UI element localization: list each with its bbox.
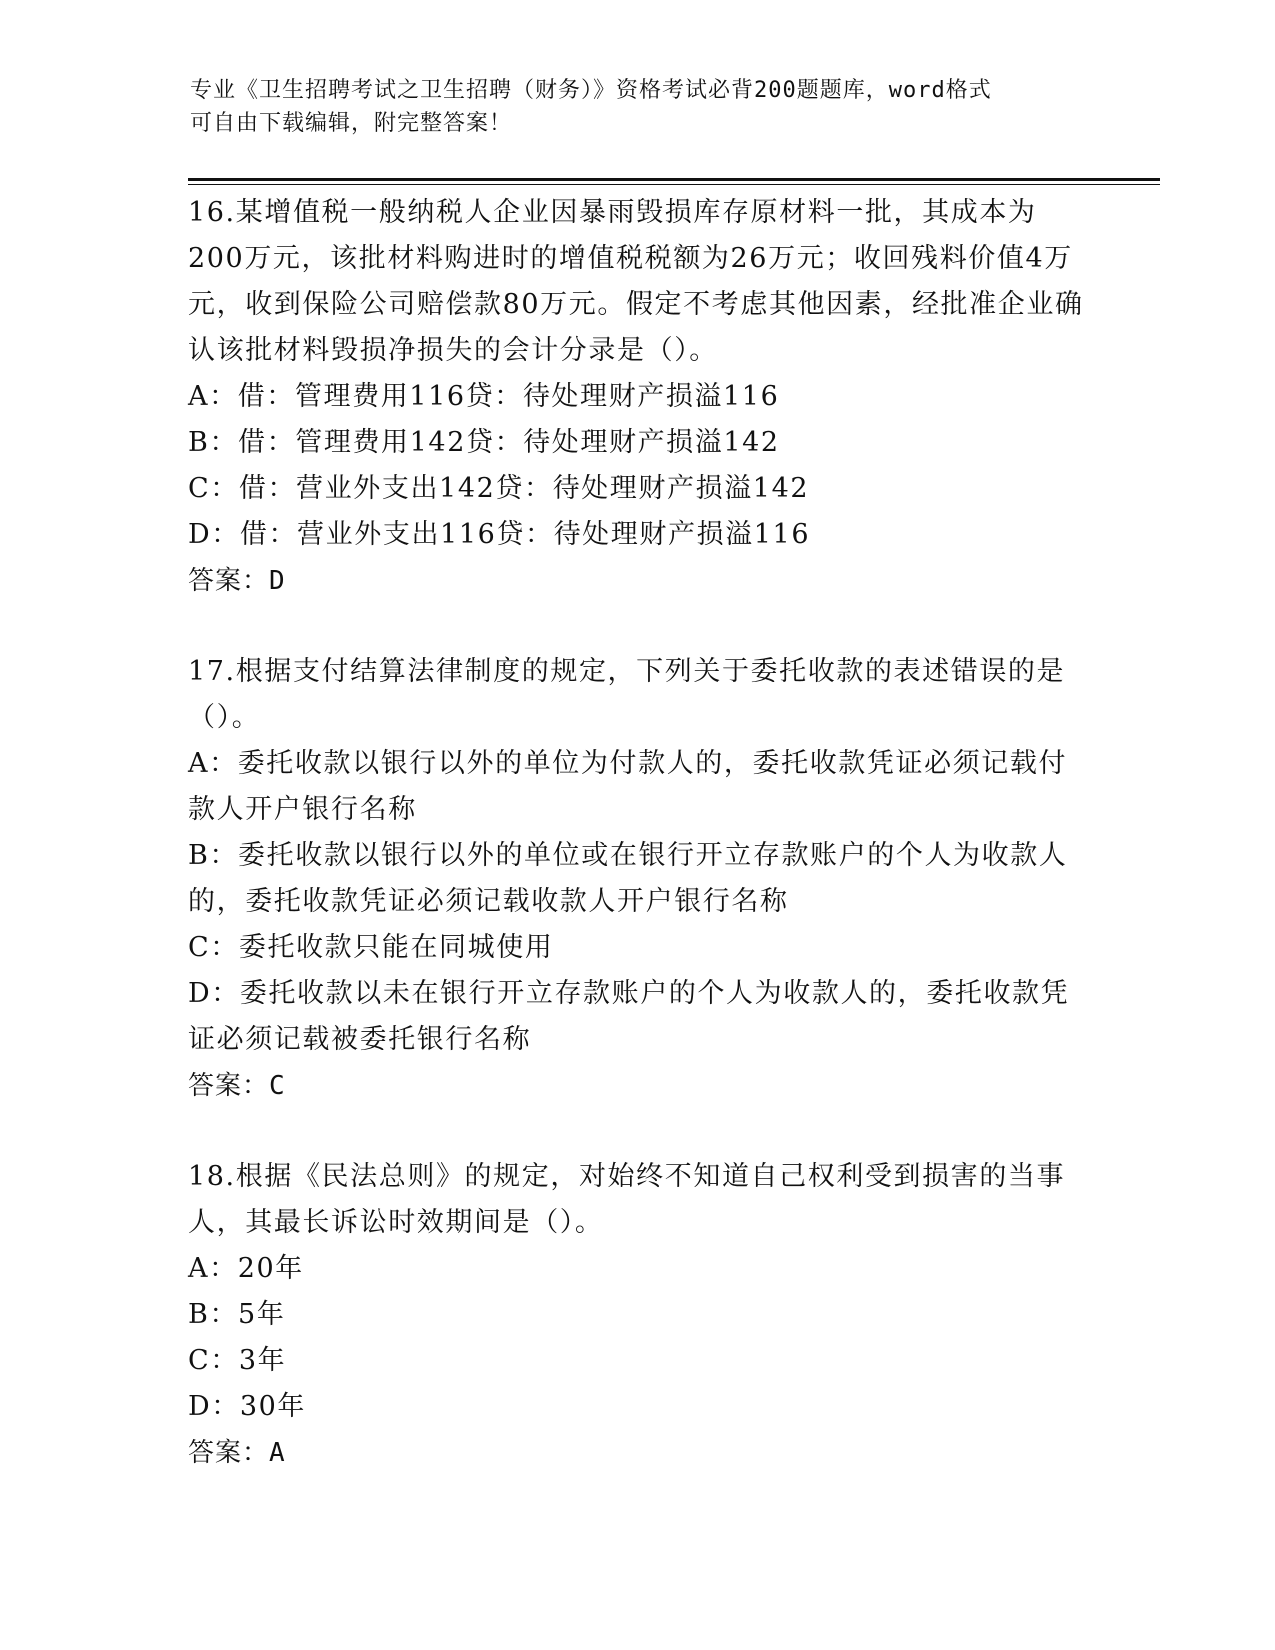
- option-a: A：委托收款以银行以外的单位为付款人的，委托收款凭证必须记载付款人开户银行名称: [188, 748, 1068, 825]
- option-c: C：借：营业外支出142贷：待处理财产损溢142: [188, 473, 810, 504]
- option-d: D：30年: [188, 1391, 307, 1422]
- question-17: [188, 649, 1088, 1109]
- question-stem: 17.根据支付结算法律制度的规定，下列关于委托收款的表述错误的是（）。: [188, 656, 1066, 733]
- option-d: D：委托收款以未在银行开立存款账户的个人为收款人的，委托收款凭证必须记载被委托银行名称: [188, 978, 1070, 1055]
- option-b: B：委托收款以银行以外的单位或在银行开立存款账户的个人为收款人的，委托收款凭证必须记载收款人开户银行名称: [188, 840, 1068, 917]
- answer-label: 答案：A: [188, 1438, 286, 1468]
- question-stem: 16.某增值税一般纳税人企业因暴雨毁损库存原材料一批，其成本为200万元，该批材料购进时的增值税税额为26万元；收回残料价值4万元，收到保险公司赔偿款80万元。假定不考虑其他因素，经批准企业确认该批材料毁损净损失的会计分录是（）。: [188, 197, 1084, 366]
- document-header: [190, 74, 1090, 140]
- question-list: [188, 190, 1088, 1476]
- header-line-2: 可自由下载编辑，附完整答案！: [190, 111, 513, 136]
- answer-label: 答案：D: [188, 566, 286, 596]
- option-d: D：借：营业外支出116贷：待处理财产损溢116: [188, 519, 811, 550]
- option-c: C：委托收款只能在同城使用: [188, 932, 554, 963]
- option-b: B：5年: [188, 1299, 286, 1330]
- header-divider-thick: [188, 178, 1160, 181]
- option-a: A：20年: [188, 1253, 304, 1284]
- option-c: C：3年: [188, 1345, 287, 1376]
- question-18: [188, 1154, 1088, 1476]
- option-a: A：借：管理费用116贷：待处理财产损溢116: [188, 381, 780, 412]
- answer-label: 答案：C: [188, 1071, 286, 1101]
- header-line-1: 专业《卫生招聘考试之卫生招聘（财务）》资格考试必背200题题库，word格式: [190, 78, 992, 103]
- option-b: B：借：管理费用142贷：待处理财产损溢142: [188, 427, 780, 458]
- question-16: [188, 190, 1088, 604]
- question-stem: 18.根据《民法总则》的规定，对始终不知道自己权利受到损害的当事人，其最长诉讼时效期间是（）。: [188, 1161, 1066, 1238]
- question-spacer: [188, 604, 1088, 649]
- question-spacer: [188, 1109, 1088, 1154]
- header-divider-thin: [188, 184, 1160, 185]
